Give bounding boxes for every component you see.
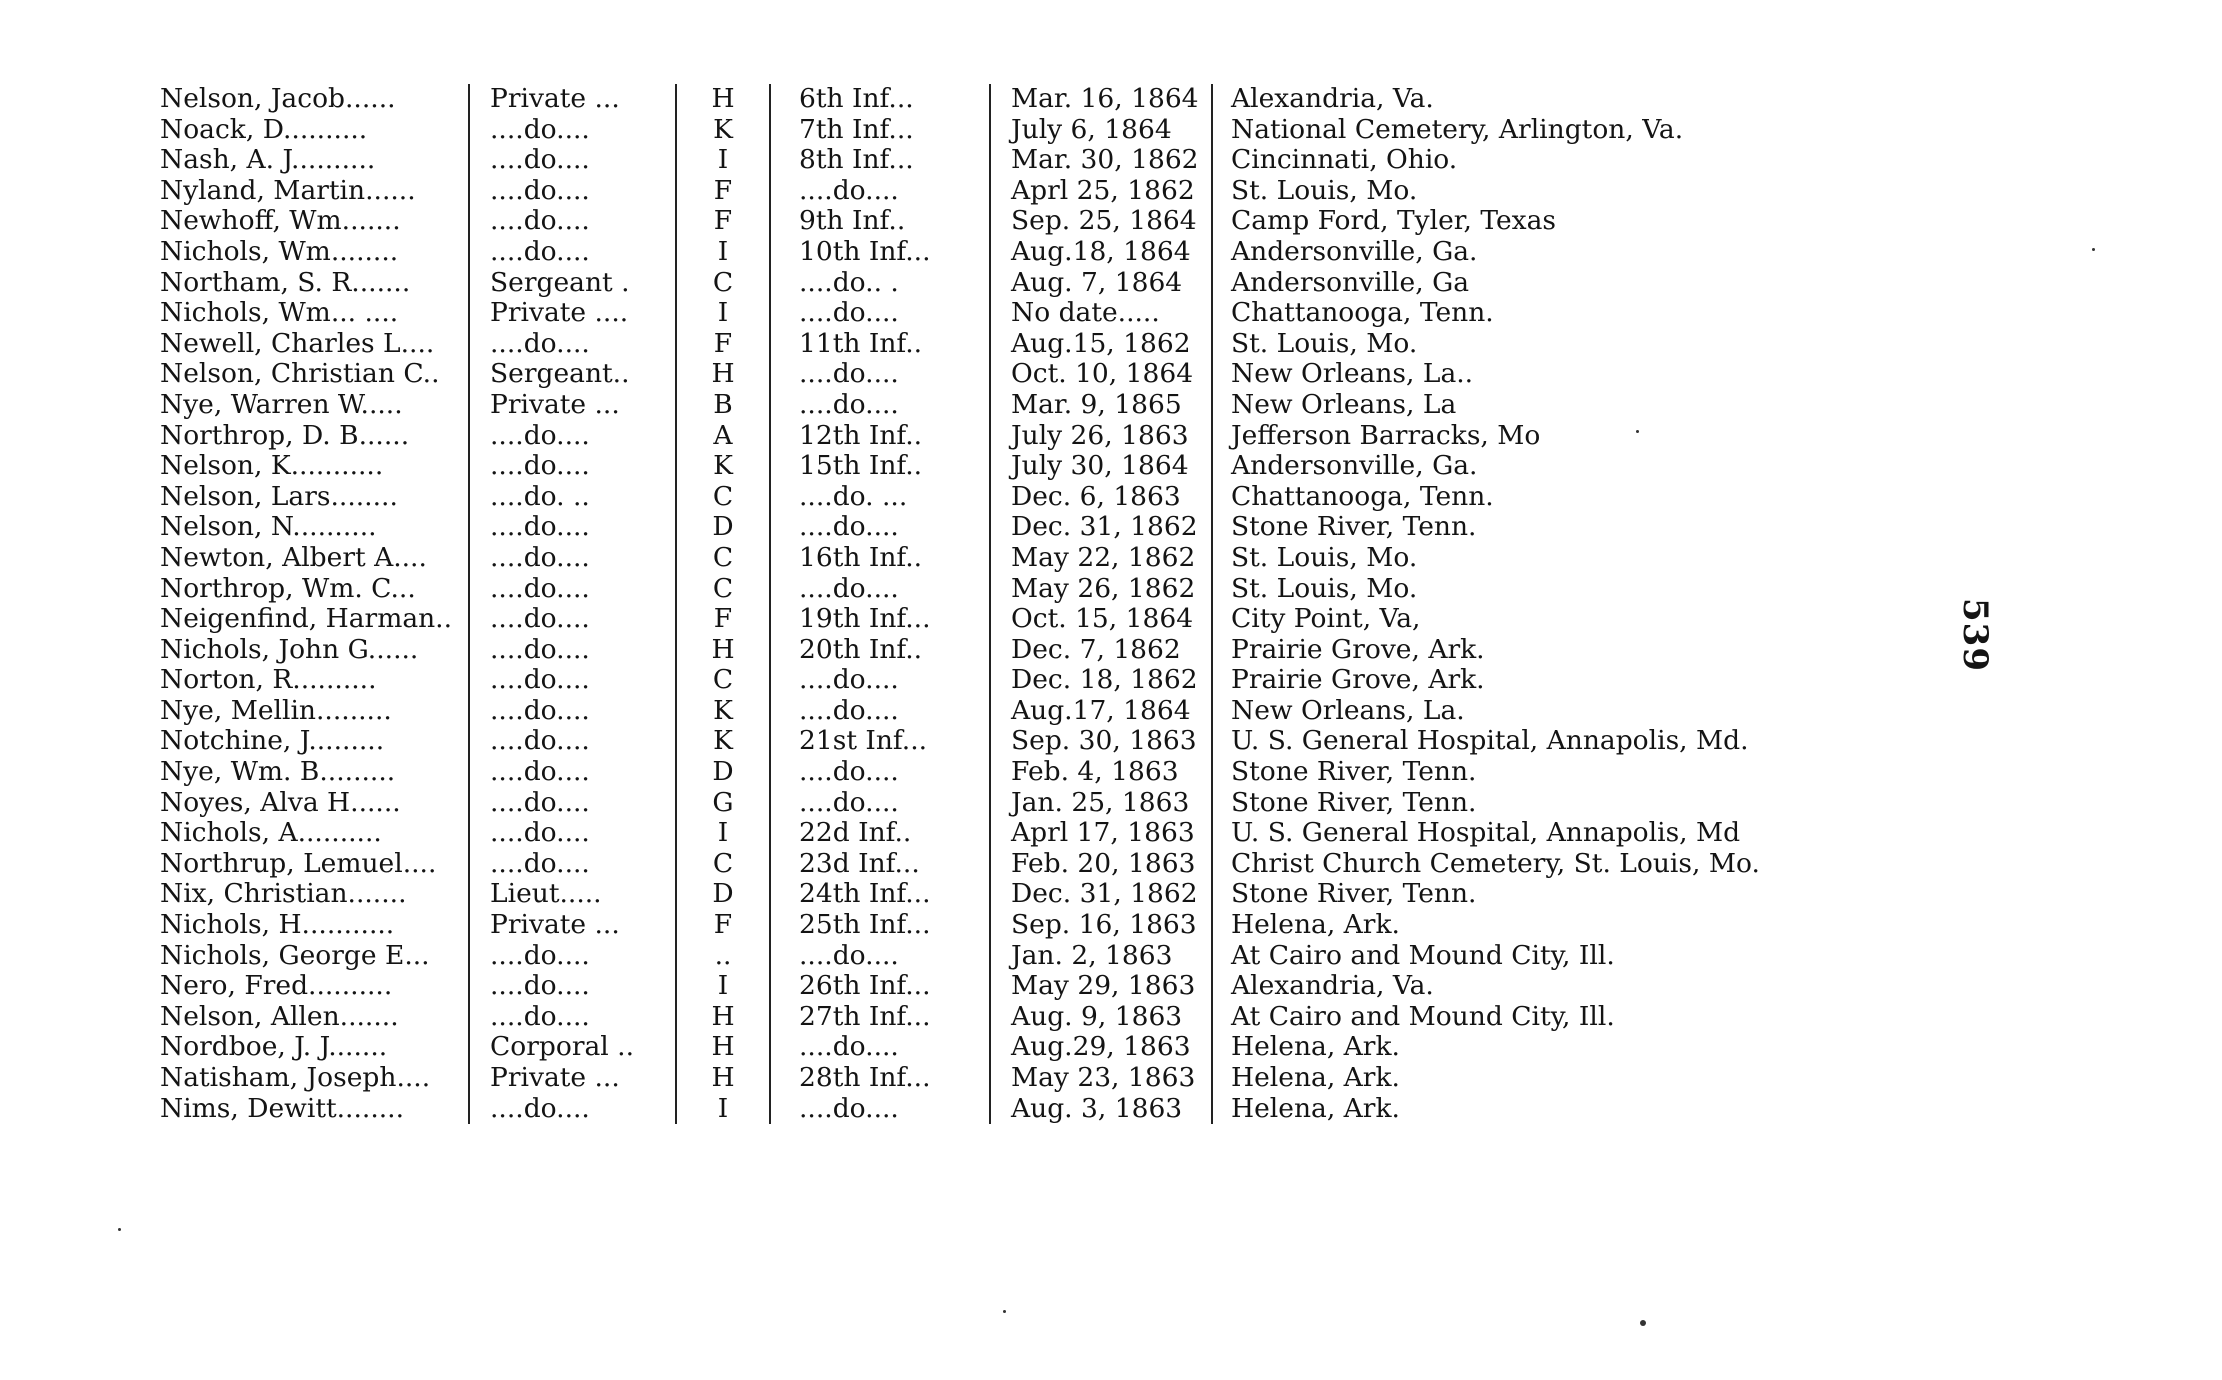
date-of-death: July 6, 1864 xyxy=(990,115,1212,146)
regiment: ....do.... xyxy=(770,696,990,727)
date-of-death: Oct. 15, 1864 xyxy=(990,604,1212,635)
burial-place: Helena, Ark. xyxy=(1212,1032,1760,1063)
burial-place: Alexandria, Va. xyxy=(1212,971,1760,1002)
company: K xyxy=(676,115,770,146)
date-of-death: Mar. 30, 1862 xyxy=(990,145,1212,176)
rank: ....do.... xyxy=(469,115,676,146)
regiment: ....do.... xyxy=(770,1094,990,1125)
company: C xyxy=(676,849,770,880)
burial-place: St. Louis, Mo. xyxy=(1212,543,1760,574)
date-of-death: May 26, 1862 xyxy=(990,574,1212,605)
rank: Sergeant . xyxy=(469,268,676,299)
soldier-name: Nichols, A.......... xyxy=(160,817,382,849)
regiment: 11th Inf.. xyxy=(770,329,990,360)
date-of-death: May 29, 1863 xyxy=(990,971,1212,1002)
company: C xyxy=(676,268,770,299)
table-row xyxy=(160,941,1760,972)
regiment: 9th Inf.. xyxy=(770,206,990,237)
rank: Private .... xyxy=(469,298,676,329)
burial-place: St. Louis, Mo. xyxy=(1212,574,1760,605)
company: I xyxy=(676,1094,770,1125)
company: I xyxy=(676,298,770,329)
burial-place: City Point, Va, xyxy=(1212,604,1760,635)
regiment: ....do.... xyxy=(770,941,990,972)
date-of-death: Sep. 30, 1863 xyxy=(990,726,1212,757)
company: I xyxy=(676,818,770,849)
regiment: ....do.... xyxy=(770,390,990,421)
company: A xyxy=(676,421,770,452)
company: K xyxy=(676,696,770,727)
regiment: 22d Inf.. xyxy=(770,818,990,849)
rank: Private ... xyxy=(469,84,676,115)
date-of-death: Dec. 31, 1862 xyxy=(990,879,1212,910)
burial-place: Alexandria, Va. xyxy=(1212,84,1760,115)
soldier-name: Norton, R.......... xyxy=(160,664,377,696)
rank: ....do.... xyxy=(469,206,676,237)
burial-place: Chattanooga, Tenn. xyxy=(1212,298,1760,329)
regiment: ....do.. . xyxy=(770,268,990,299)
company: H xyxy=(676,1002,770,1033)
table-row xyxy=(160,726,1760,757)
table-row xyxy=(160,1002,1760,1033)
table-row xyxy=(160,145,1760,176)
burial-place: New Orleans, La xyxy=(1212,390,1760,421)
company: F xyxy=(676,910,770,941)
burial-place: New Orleans, La. xyxy=(1212,696,1760,727)
soldier-name: Notchine, J......... xyxy=(160,725,385,757)
company: B xyxy=(676,390,770,421)
table-row xyxy=(160,176,1760,207)
regiment: 24th Inf... xyxy=(770,879,990,910)
soldier-name: Nye, Wm. B......... xyxy=(160,756,396,788)
scan-speck xyxy=(1640,1320,1646,1326)
burial-place: Prairie Grove, Ark. xyxy=(1212,665,1760,696)
date-of-death: Jan. 2, 1863 xyxy=(990,941,1212,972)
company: I xyxy=(676,237,770,268)
rank: Sergeant.. xyxy=(469,359,676,390)
date-of-death: Aug.17, 1864 xyxy=(990,696,1212,727)
regiment: ....do.... xyxy=(770,757,990,788)
soldier-name: Nichols, John G...... xyxy=(160,633,419,665)
soldier-name: Nye, Warren W..... xyxy=(160,388,403,420)
soldier-name: Nash, A. J.......... xyxy=(160,144,376,176)
burial-place: Stone River, Tenn. xyxy=(1212,879,1760,910)
rank: ....do.... xyxy=(469,604,676,635)
rank: ....do.... xyxy=(469,421,676,452)
date-of-death: Jan. 25, 1863 xyxy=(990,788,1212,819)
company: F xyxy=(676,604,770,635)
date-of-death: Aug. 3, 1863 xyxy=(990,1094,1212,1125)
burial-place: Helena, Ark. xyxy=(1212,1094,1760,1125)
scan-speck xyxy=(118,1228,121,1231)
soldier-name: Nelson, Allen....... xyxy=(160,1000,399,1032)
soldier-name: Nyland, Martin...... xyxy=(160,174,416,206)
soldier-name: Nichols, H........... xyxy=(160,909,395,941)
soldier-name: Northrop, D. B...... xyxy=(160,419,410,451)
table-row xyxy=(160,1094,1760,1125)
date-of-death: Dec. 31, 1862 xyxy=(990,512,1212,543)
company: H xyxy=(676,1032,770,1063)
soldier-name: Nims, Dewitt........ xyxy=(160,1092,405,1124)
soldier-name: Newell, Charles L.... xyxy=(160,327,435,359)
regiment: 10th Inf... xyxy=(770,237,990,268)
date-of-death: Aug.15, 1862 xyxy=(990,329,1212,360)
burial-place: Helena, Ark. xyxy=(1212,1063,1760,1094)
regiment: 19th Inf... xyxy=(770,604,990,635)
rank: Lieut..... xyxy=(469,879,676,910)
soldier-name: Nelson, Christian C.. xyxy=(160,358,440,390)
table-row xyxy=(160,788,1760,819)
table-row xyxy=(160,421,1760,452)
soldier-name: Nichols, George E... xyxy=(160,939,430,971)
table-row xyxy=(160,115,1760,146)
rank: Private ... xyxy=(469,1063,676,1094)
regiment: ....do.... xyxy=(770,359,990,390)
date-of-death: Aug. 9, 1863 xyxy=(990,1002,1212,1033)
company: H xyxy=(676,1063,770,1094)
table-row xyxy=(160,1032,1760,1063)
table-row xyxy=(160,757,1760,788)
company: K xyxy=(676,451,770,482)
rank: ....do.... xyxy=(469,543,676,574)
soldier-name: Nelson, Jacob...... xyxy=(160,83,396,114)
regiment: ....do.... xyxy=(770,176,990,207)
company: F xyxy=(676,206,770,237)
company: C xyxy=(676,543,770,574)
table-row xyxy=(160,237,1760,268)
soldier-name: Nix, Christian....... xyxy=(160,878,407,910)
soldier-name: Noyes, Alva H...... xyxy=(160,786,401,818)
rank: ....do.... xyxy=(469,512,676,543)
date-of-death: Sep. 25, 1864 xyxy=(990,206,1212,237)
date-of-death: Aug. 7, 1864 xyxy=(990,268,1212,299)
soldier-name: Nero, Fred.......... xyxy=(160,970,393,1002)
regiment: ....do.... xyxy=(770,1032,990,1063)
company: C xyxy=(676,574,770,605)
company: H xyxy=(676,359,770,390)
date-of-death: Mar. 16, 1864 xyxy=(990,84,1212,115)
rank: ....do.... xyxy=(469,757,676,788)
table-row xyxy=(160,849,1760,880)
table-row xyxy=(160,635,1760,666)
company: D xyxy=(676,512,770,543)
burial-place: At Cairo and Mound City, Ill. xyxy=(1212,941,1760,972)
rank: ....do.... xyxy=(469,1094,676,1125)
regiment: 7th Inf... xyxy=(770,115,990,146)
company: F xyxy=(676,329,770,360)
table-row xyxy=(160,206,1760,237)
table-row xyxy=(160,359,1760,390)
soldier-name: Nelson, N.......... xyxy=(160,511,377,543)
date-of-death: May 23, 1863 xyxy=(990,1063,1212,1094)
company: I xyxy=(676,971,770,1002)
date-of-death: Aug.18, 1864 xyxy=(990,237,1212,268)
rank: ....do.... xyxy=(469,145,676,176)
rank: ....do.... xyxy=(469,176,676,207)
rank: ....do.... xyxy=(469,818,676,849)
table-row xyxy=(160,1063,1760,1094)
soldier-name: Nye, Mellin......... xyxy=(160,694,392,726)
company: H xyxy=(676,635,770,666)
table-row xyxy=(160,390,1760,421)
regiment: 26th Inf... xyxy=(770,971,990,1002)
regiment: ....do.... xyxy=(770,298,990,329)
regiment: ....do. ... xyxy=(770,482,990,513)
rank: Private ... xyxy=(469,910,676,941)
burial-place: At Cairo and Mound City, Ill. xyxy=(1212,1002,1760,1033)
date-of-death: Mar. 9, 1865 xyxy=(990,390,1212,421)
page-number: 539 xyxy=(1955,598,1995,672)
burial-place: Chattanooga, Tenn. xyxy=(1212,482,1760,513)
table-row xyxy=(160,512,1760,543)
soldier-name: Nelson, Lars........ xyxy=(160,480,398,512)
table-row xyxy=(160,604,1760,635)
date-of-death: Feb. 20, 1863 xyxy=(990,849,1212,880)
soldier-name: Northrup, Lemuel.... xyxy=(160,847,437,879)
rank: ....do.... xyxy=(469,237,676,268)
rank: ....do.... xyxy=(469,451,676,482)
table-row xyxy=(160,696,1760,727)
table-row xyxy=(160,298,1760,329)
date-of-death: No date..... xyxy=(990,298,1212,329)
burial-place: Helena, Ark. xyxy=(1212,910,1760,941)
rank: ....do.... xyxy=(469,329,676,360)
regiment: 12th Inf.. xyxy=(770,421,990,452)
table-row xyxy=(160,910,1760,941)
regiment: 28th Inf... xyxy=(770,1063,990,1094)
regiment: 8th Inf... xyxy=(770,145,990,176)
rank: ....do.... xyxy=(469,849,676,880)
date-of-death: Oct. 10, 1864 xyxy=(990,359,1212,390)
burial-place: St. Louis, Mo. xyxy=(1212,176,1760,207)
soldier-name: Nichols, Wm... .... xyxy=(160,297,399,329)
burial-place: Cincinnati, Ohio. xyxy=(1212,145,1760,176)
company: F xyxy=(676,176,770,207)
burial-place: Jefferson Barracks, Mo xyxy=(1212,421,1760,452)
burial-place: Stone River, Tenn. xyxy=(1212,512,1760,543)
regiment: 25th Inf... xyxy=(770,910,990,941)
burial-place: New Orleans, La.. xyxy=(1212,359,1760,390)
table-row xyxy=(160,818,1760,849)
regiment: 21st Inf... xyxy=(770,726,990,757)
regiment: ....do.... xyxy=(770,512,990,543)
rank: ....do.... xyxy=(469,941,676,972)
company: H xyxy=(676,84,770,115)
rank: ....do.... xyxy=(469,726,676,757)
rank: ....do.... xyxy=(469,971,676,1002)
table-row xyxy=(160,879,1760,910)
date-of-death: Dec. 18, 1862 xyxy=(990,665,1212,696)
soldier-name: Natisham, Joseph.... xyxy=(160,1062,431,1093)
soldier-name: Nelson, K........... xyxy=(160,450,384,482)
regiment: 6th Inf... xyxy=(770,84,990,115)
burial-place: Camp Ford, Tyler, Texas xyxy=(1212,206,1760,237)
burial-place: Stone River, Tenn. xyxy=(1212,757,1760,788)
regiment: 15th Inf.. xyxy=(770,451,990,482)
regiment: 16th Inf.. xyxy=(770,543,990,574)
date-of-death: Aprl 25, 1862 xyxy=(990,176,1212,207)
regiment: ....do.... xyxy=(770,665,990,696)
table-row xyxy=(160,665,1760,696)
rank: Corporal .. xyxy=(469,1032,676,1063)
table-row xyxy=(160,482,1760,513)
regiment: 20th Inf.. xyxy=(770,635,990,666)
regiment: 23d Inf... xyxy=(770,849,990,880)
soldier-name: Northam, S. R....... xyxy=(160,266,411,298)
date-of-death: Aug.29, 1863 xyxy=(990,1032,1212,1063)
table-row xyxy=(160,451,1760,482)
date-of-death: Feb. 4, 1863 xyxy=(990,757,1212,788)
burial-place: National Cemetery, Arlington, Va. xyxy=(1212,115,1760,146)
rank: Private ... xyxy=(469,390,676,421)
date-of-death: May 22, 1862 xyxy=(990,543,1212,574)
regiment: ....do.... xyxy=(770,574,990,605)
scan-speck xyxy=(1003,1310,1006,1313)
regiment: 27th Inf... xyxy=(770,1002,990,1033)
date-of-death: July 30, 1864 xyxy=(990,451,1212,482)
company: C xyxy=(676,482,770,513)
company: G xyxy=(676,788,770,819)
date-of-death: July 26, 1863 xyxy=(990,421,1212,452)
burial-place: U. S. General Hospital, Annapolis, Md xyxy=(1212,818,1760,849)
date-of-death: Dec. 7, 1862 xyxy=(990,635,1212,666)
rank: ....do.... xyxy=(469,635,676,666)
company: C xyxy=(676,665,770,696)
table-row xyxy=(160,268,1760,299)
rank: ....do. .. xyxy=(469,482,676,513)
rank: ....do.... xyxy=(469,574,676,605)
table-row xyxy=(160,543,1760,574)
date-of-death: Dec. 6, 1863 xyxy=(990,482,1212,513)
burial-place: Andersonville, Ga xyxy=(1212,268,1760,299)
burial-place: Christ Church Cemetery, St. Louis, Mo. xyxy=(1212,849,1760,880)
soldier-name: Nichols, Wm........ xyxy=(160,235,399,267)
burial-place: Prairie Grove, Ark. xyxy=(1212,635,1760,666)
table-row xyxy=(160,971,1760,1002)
date-of-death: Aprl 17, 1863 xyxy=(990,818,1212,849)
company: D xyxy=(676,757,770,788)
burial-place: U. S. General Hospital, Annapolis, Md. xyxy=(1212,726,1760,757)
soldier-name: Nordboe, J. J....... xyxy=(160,1031,388,1063)
burial-place: St. Louis, Mo. xyxy=(1212,329,1760,360)
soldier-name: Noack, D.......... xyxy=(160,113,368,145)
rank: ....do.... xyxy=(469,788,676,819)
rank: ....do.... xyxy=(469,665,676,696)
soldier-name: Northrop, Wm. C... xyxy=(160,572,416,604)
soldier-name: Newton, Albert A.... xyxy=(160,541,427,573)
rank: ....do.... xyxy=(469,696,676,727)
burial-place: Andersonville, Ga. xyxy=(1212,451,1760,482)
table-row xyxy=(160,574,1760,605)
table-row xyxy=(160,84,1760,115)
company: .. xyxy=(676,941,770,972)
soldier-name: Newhoff, Wm....... xyxy=(160,205,401,237)
burial-place: Stone River, Tenn. xyxy=(1212,788,1760,819)
roster-table xyxy=(160,84,1760,1124)
soldier-name: Neigenfind, Harman.. xyxy=(160,603,453,635)
company: I xyxy=(676,145,770,176)
scan-speck xyxy=(1636,430,1639,433)
roster-body xyxy=(160,84,1760,1124)
regiment: ....do.... xyxy=(770,788,990,819)
company: D xyxy=(676,879,770,910)
rank: ....do.... xyxy=(469,1002,676,1033)
scan-speck xyxy=(2092,248,2095,251)
date-of-death: Sep. 16, 1863 xyxy=(990,910,1212,941)
burial-place: Andersonville, Ga. xyxy=(1212,237,1760,268)
table-row xyxy=(160,329,1760,360)
company: K xyxy=(676,726,770,757)
